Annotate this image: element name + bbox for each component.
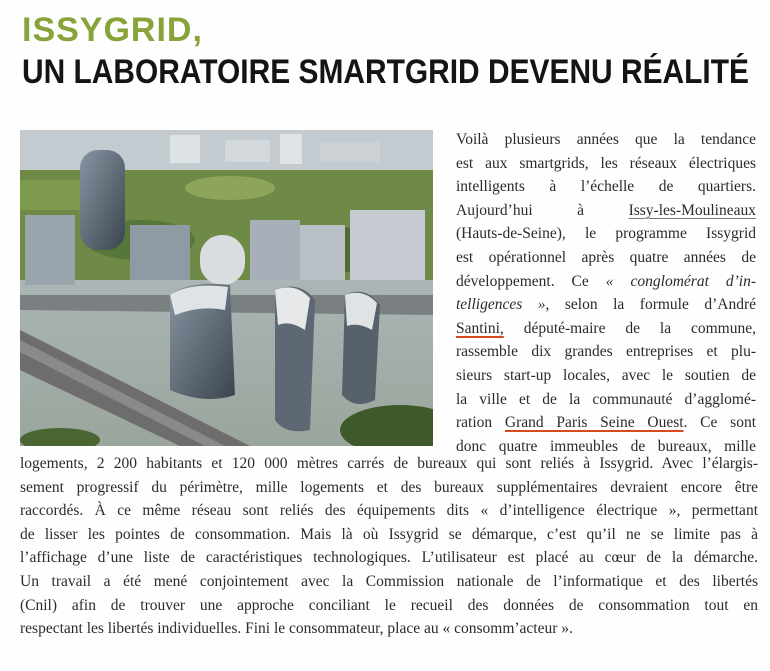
column-line — [456, 222, 756, 246]
column-line — [456, 199, 756, 223]
column-line — [456, 364, 756, 388]
text-run: Voilà plusieurs années que la tendance — [456, 131, 756, 148]
text-run: , selon la formule d’André — [545, 296, 756, 314]
text-run: est aux smartgrids, les réseaux électriques — [456, 154, 756, 172]
body-line: raccordés. À ce même réseau sont reliés des équipements dits « d’intelligence électrique », permettant — [20, 502, 758, 520]
column-line — [456, 293, 756, 317]
body-line: respectant les libertés individuelles. Fini le consommateur, place au « consomm’acteur ». — [20, 620, 573, 638]
highlighted-name: Grand Paris Seine Ouest — [504, 414, 684, 432]
column-line — [456, 270, 756, 294]
article-kicker: ISSYGRID, — [22, 11, 203, 49]
text-run: . Ce sont — [683, 414, 756, 432]
highlighted-name: Santini, — [456, 319, 504, 337]
text-run: (Hauts-de-Seine), le programme Issygrid — [456, 225, 756, 243]
column-line — [456, 340, 756, 364]
text-run: sieurs start-up locales, avec le soutien de — [456, 366, 756, 384]
body-line: logements, 2 200 habitants et 120 000 mètres carrés de bureaux qui sont reliés à Issygrid. Avec l’élargis- — [20, 455, 758, 472]
column-line — [456, 388, 756, 412]
article-title: UN LABORATOIRE SMARTGRID DEVENU RÉALITÉ — [22, 53, 749, 91]
body-line: l’affichage d’une liste de caractéristiques technologiques. L’utilisateur est placé au cœur de la démarche. — [20, 549, 758, 567]
text-run: donc quatre immeubles de bureaux, mille — [456, 437, 756, 455]
text-run: ration — [456, 414, 505, 432]
text-run: développement. Ce — [456, 272, 606, 290]
text-run: intelligents à l’échelle de quartiers. — [456, 178, 756, 196]
aerial-photo-icon — [20, 130, 433, 446]
underlined-place: Issy-les-Moulineaux — [628, 201, 756, 219]
body-line: sement progressif du périmètre, mille logements et des bureaux supplémentaires devraient encore être — [20, 478, 758, 496]
text-run: est opérationnel après quatre années de — [456, 248, 756, 266]
body-line: de lisser les pointes de consommation. Mais là où Issygrid se démarque, c’est qu’il ne se limite pas à — [20, 525, 758, 543]
intro-column — [456, 128, 756, 458]
column-line — [456, 152, 756, 176]
text-run: député-maire de la commune, — [503, 319, 756, 337]
column-line — [456, 175, 756, 199]
text-run: la ville et de la communauté d’agglomé- — [456, 390, 756, 408]
column-line — [456, 246, 756, 270]
aerial-photo — [20, 130, 433, 446]
italic-quote: « conglomérat d’in- — [605, 272, 757, 290]
text-run: Aujourd’hui à — [456, 201, 629, 219]
column-line — [456, 411, 756, 435]
body-line: (Cnil) afin de trouver une approche conciliant le recueil des données de consommation tout en — [20, 596, 758, 614]
body-text — [20, 452, 758, 641]
column-line — [456, 128, 756, 152]
column-line — [456, 317, 756, 341]
italic-quote: telligences » — [456, 296, 546, 314]
text-run: rassemble dix grandes entreprises et plu- — [456, 343, 756, 361]
body-line: Un travail a été mené conjointement avec la Commission nationale de l’informatique et des libertés — [20, 572, 758, 590]
